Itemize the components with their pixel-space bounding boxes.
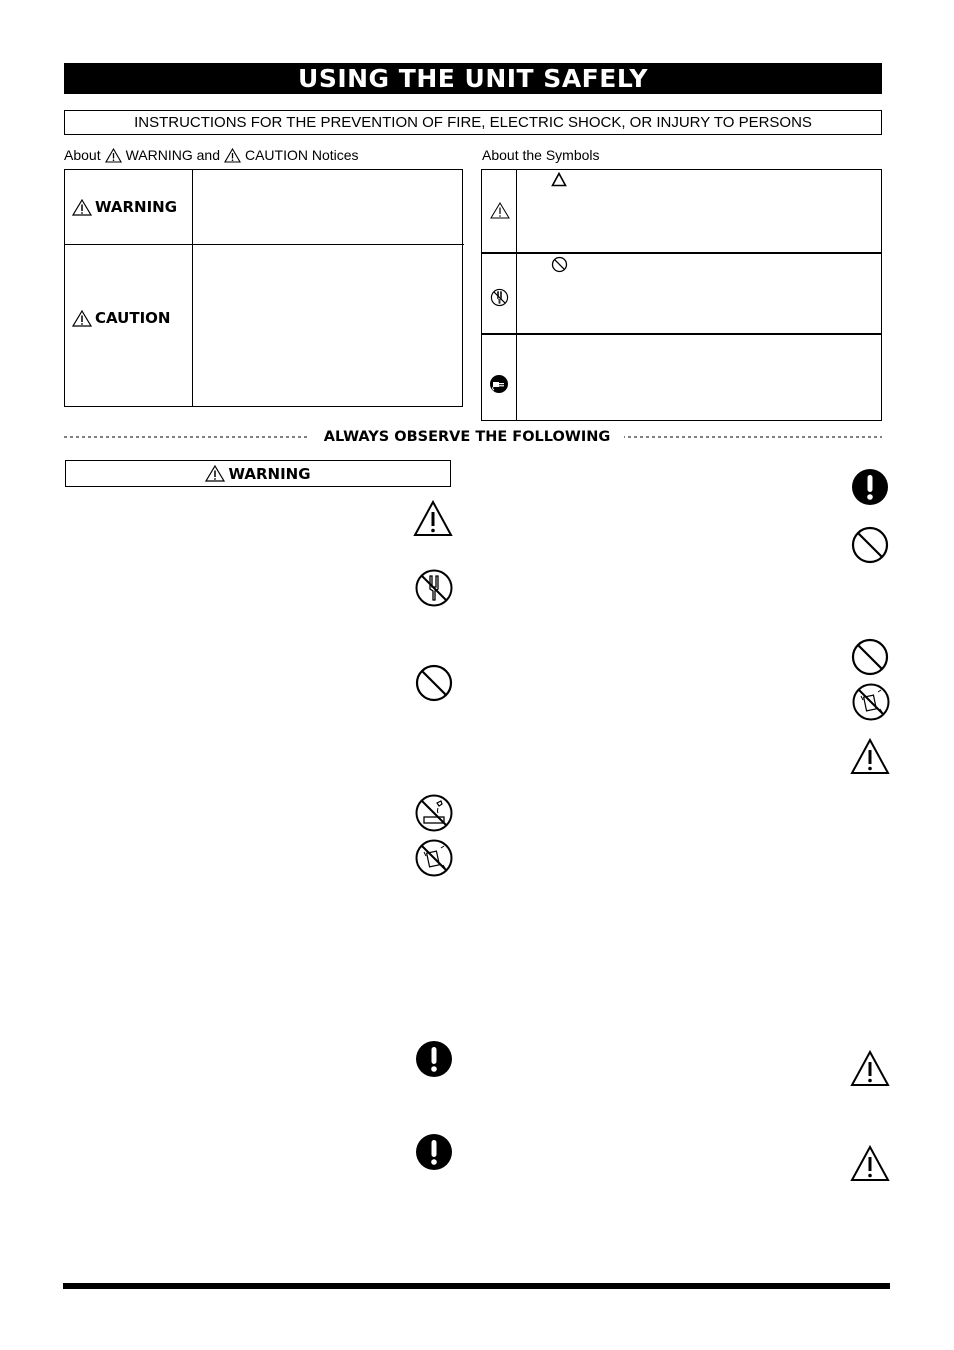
caution-label: CAUTION [72,309,170,327]
must-do-icon [850,467,890,507]
notices-table [64,169,463,407]
symbols-heading: About the Symbols [482,147,600,163]
notices-heading-warning: WARNING and [125,147,220,163]
prohibited-icon [414,663,454,703]
warning-label: WARNING [72,198,177,216]
warning-triangle-icon [105,148,122,163]
warning-triangle-icon [205,465,225,482]
warning-triangle-icon [850,737,890,777]
must-do-icon [414,1132,454,1172]
warning-triangle-icon [850,1144,890,1184]
warning-triangle-icon [850,1049,890,1089]
page-title: USING THE UNIT SAFELY [64,63,882,94]
warning-triangle-icon [413,499,453,539]
no-water-icon [414,793,454,833]
prohibited-icon [850,525,890,565]
unplug-icon [489,374,509,394]
notices-heading-caution: CAUTION Notices [244,147,359,163]
warning-section-header: WARNING [65,460,451,487]
warning-triangle-icon [490,202,510,219]
warning-triangle-icon [72,199,92,216]
no-wet-hands-icon [851,682,891,722]
triangle-symbol-icon [551,172,567,187]
observe-heading: ALWAYS OBSERVE THE FOLLOWING [310,428,624,446]
warning-triangle-icon [72,310,92,327]
instructions-subtitle: INSTRUCTIONS FOR THE PREVENTION OF FIRE, ELECTRIC SHOCK, OR INJURY TO PERSONS [64,110,882,135]
caution-row [65,245,464,407]
prohibited-symbol-icon [551,256,568,273]
symbols-table [481,169,882,421]
no-wet-hands-icon [414,838,454,878]
footer-rule [63,1283,890,1289]
notices-heading-prefix: About [64,147,101,163]
do-not-disassemble-icon [490,288,509,307]
must-do-icon [414,1039,454,1079]
warning-triangle-icon [224,148,241,163]
prohibited-icon [850,637,890,677]
notices-heading [64,147,359,163]
do-not-disassemble-icon [414,568,454,608]
warning-row [65,170,464,245]
